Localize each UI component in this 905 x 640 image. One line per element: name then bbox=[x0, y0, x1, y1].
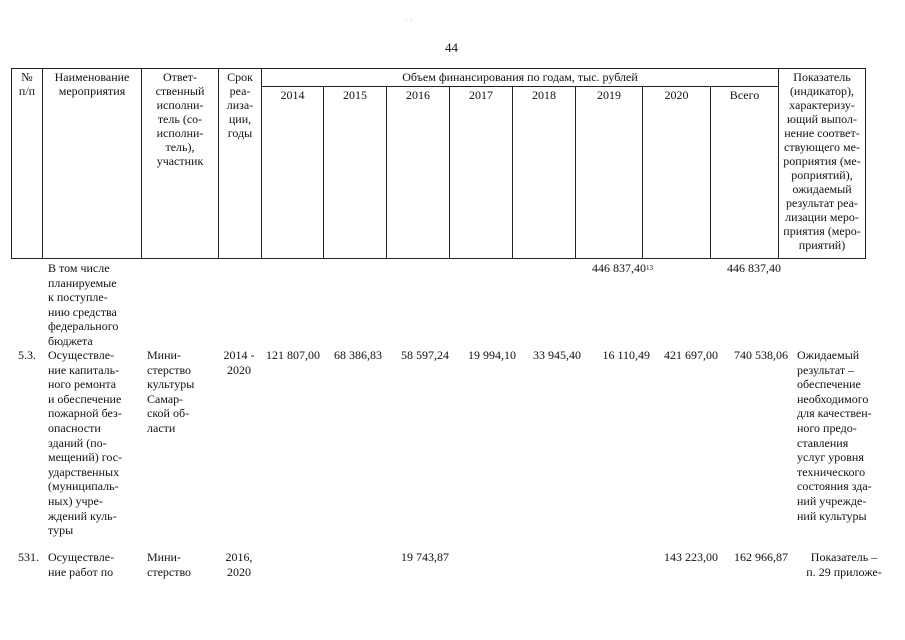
footnote-mark: 13 bbox=[646, 264, 653, 272]
row-value-total: 740 538,06 bbox=[734, 348, 788, 362]
header-year: 2015 bbox=[324, 87, 387, 259]
row-term: 2014 - 2020 bbox=[223, 348, 255, 377]
row-responsible: Мини- стерство культуры Самар- ской об- ласти bbox=[147, 348, 195, 435]
row-value-total: 162 966,87 bbox=[734, 550, 788, 564]
header-financing-title: Объем финансирования по годам, тыс. рублей bbox=[262, 69, 779, 87]
row-value-2020: 143 223,00 bbox=[664, 550, 718, 564]
header-year: 2014 bbox=[262, 87, 324, 259]
row-value-2017: 19 994,10 bbox=[468, 348, 516, 362]
header-table bbox=[11, 68, 866, 259]
header-year: 2018 bbox=[513, 87, 576, 259]
row-num: 531. bbox=[18, 550, 39, 564]
row-name: Осуществле- ние капиталь- ного ремонта и обеспечение пожарной без- опасности зданий (по- мещений) гос- ударственных (муниципаль- ных) учре- ждений куль- туры bbox=[48, 348, 122, 538]
header-responsible: Ответ- ственный исполни- тель (со- исполни- тель), участник bbox=[142, 69, 219, 259]
header-term: Срок реа- лиза- ции, годы bbox=[219, 69, 262, 259]
row-name: В том числе планируемые к поступле- нию средства федерального бюджета bbox=[48, 261, 119, 348]
row-value-2015: 68 386,83 bbox=[334, 348, 382, 362]
header-year: 2020 bbox=[643, 87, 711, 259]
row-value-2019: 16 110,49 bbox=[602, 348, 650, 362]
header-name: Наименование мероприятия bbox=[43, 69, 142, 259]
header-year: 2017 bbox=[450, 87, 513, 259]
header-year: 2019 bbox=[576, 87, 643, 259]
row-indicator: Показатель – п. 29 приложе- bbox=[806, 550, 882, 579]
row-indicator: Ожидаемый результат – обеспечение необходимого для качествен- ного предо- ставления услуг уровня технического состояния зда- ний учрежде- ний культуры bbox=[797, 348, 872, 523]
row-term: 2016, 2020 bbox=[225, 550, 253, 579]
row-value-2014: 121 807,00 bbox=[266, 348, 320, 362]
header-year: 2016 bbox=[387, 87, 450, 259]
header-total: Всего bbox=[711, 87, 779, 259]
row-name: Осуществле- ние работ по bbox=[48, 550, 115, 579]
page-number: 44 bbox=[445, 40, 458, 55]
row-value-2016: 19 743,87 bbox=[401, 550, 449, 564]
scan-dots: · · bbox=[405, 16, 413, 25]
header-num: № п/п bbox=[12, 69, 43, 259]
row-value-2019: 446 837,40$^{13}$ bbox=[592, 261, 653, 275]
row-responsible: Мини- стерство bbox=[147, 550, 192, 579]
row-value-2018: 33 945,40 bbox=[533, 348, 581, 362]
row-num: 5.3. bbox=[18, 348, 36, 362]
header-indicator: Показатель (индикатор), характеризу- ющий выпол- нение соответ- ствующего ме- роприятия (ме- роприятий), ожидаемый результат реа- лизации меро- приятия (меро- приятий) bbox=[779, 69, 866, 259]
row-value-total: 446 837,40 bbox=[727, 261, 781, 275]
row-value-2016: 58 597,24 bbox=[401, 348, 449, 362]
row-value-2020: 421 697,00 bbox=[664, 348, 718, 362]
